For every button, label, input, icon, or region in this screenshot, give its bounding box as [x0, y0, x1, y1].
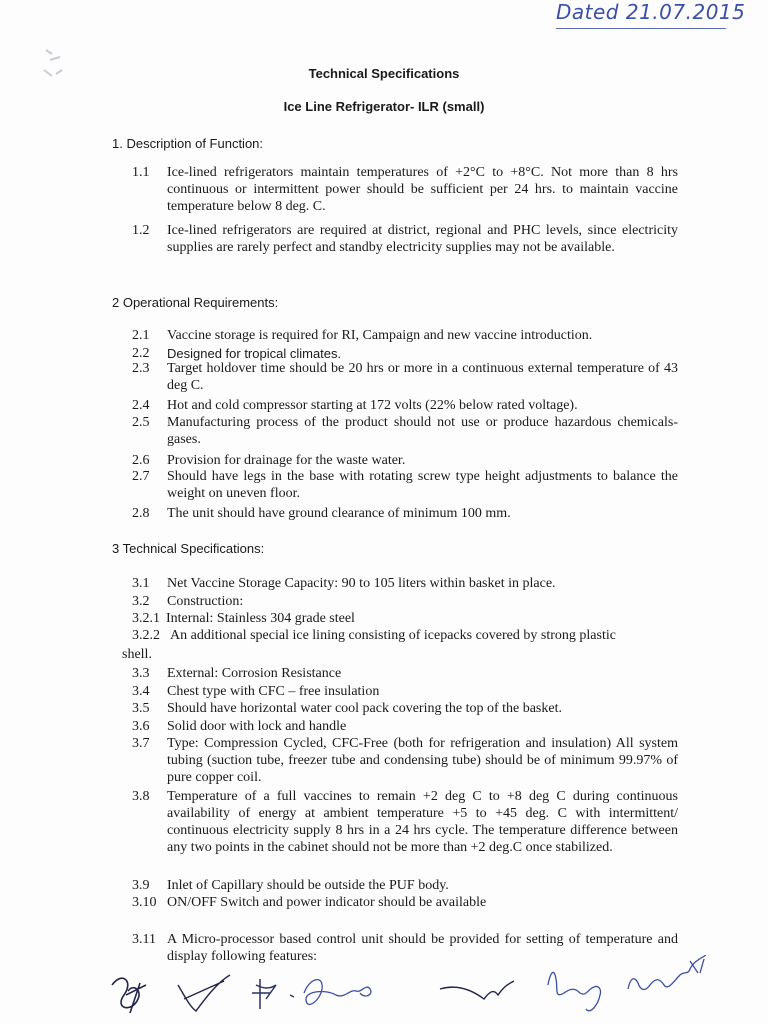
item-text: Chest type with CFC – free insulation: [167, 684, 380, 699]
item-number: 3.2: [132, 594, 150, 609]
item-number: 3.2.1: [132, 611, 160, 626]
item-number: 2.5: [132, 415, 150, 430]
item-number: 1.1: [132, 165, 150, 180]
signature-5: [440, 981, 514, 999]
dated-handwritten: Dated 21.07.2015: [556, 0, 746, 24]
item-text: Net Vaccine Storage Capacity: 90 to 105 liters within basket in place.: [167, 576, 556, 591]
item-text: Construction:: [167, 594, 244, 609]
item-text: An additional special ice lining consisting of icepacks covered by strong plastic: [170, 628, 616, 643]
item-text: Ice-lined refrigerators maintain temperatures of +2°C to +8°C. Not more than 8 hrs continuous or intermittent power should be sufficient per 24 hrs. to maintain vaccine temperature below 8 deg. C.: [167, 165, 678, 214]
item-number: 3.9: [132, 878, 150, 893]
item-text: Target holdover time should be 20 hrs or more in a continuous external temperature of 43 deg C.: [167, 361, 678, 393]
signature-2: [178, 975, 230, 1011]
document-subtitle: Ice Line Refrigerator- ILR (small): [283, 99, 485, 114]
dated-underline: [556, 28, 726, 29]
section-heading-1: 1. Description of Function:: [112, 136, 264, 151]
item-text: A Micro-processor based control unit should be provided for setting of temperature and display following features:: [167, 932, 678, 964]
signature-7: [628, 955, 706, 989]
item-number: 3.7: [132, 736, 150, 751]
signatures-row: [0, 955, 768, 1024]
item-text: Internal: Stainless 304 grade steel: [166, 611, 355, 626]
item-number: 2.1: [132, 328, 150, 343]
item-text: Temperature of a full vaccines to remain +2 deg C to +8 deg C during continuous availability of energy at ambient temperature +5 to +45 deg. C with intermittent/ continuous electricity supply 8 hrs in a 24 hrs cycle. The temperature difference between any two points in the cabinet should not be more than +2 deg.C once stabilized.: [167, 789, 678, 855]
item-number: 2.7: [132, 469, 150, 484]
item-3-2-2-continuation: shell.: [122, 647, 152, 662]
item-number: 3.4: [132, 684, 150, 699]
item-number: 3.6: [132, 719, 150, 734]
signature-6: [548, 972, 601, 1010]
signature-3: [252, 979, 294, 1009]
item-number: 1.2: [132, 223, 150, 238]
section-heading-3: 3 Technical Specifications:: [112, 541, 265, 556]
item-number: 2.3: [132, 361, 150, 376]
signature-4: [304, 980, 371, 1005]
item-number: 3.2.2: [132, 628, 160, 643]
item-number: 3.1: [132, 576, 150, 591]
item-text: Ice-lined refrigerators are required at district, regional and PHC levels, since electricity supplies are rarely perfect and standby electricity supplies may not be available.: [167, 223, 678, 255]
item-text: Manufacturing process of the product should not use or produce hazardous chemicals-gases.: [167, 415, 678, 447]
item-number: 2.4: [132, 398, 150, 413]
item-number: 2.6: [132, 453, 150, 468]
item-text: Type: Compression Cycled, CFC-Free (both for refrigeration and insulation) All system tubing (suction tube, freezer tube and condensing tube) should be of minimum 99.97% of pure copper coil.: [167, 736, 678, 785]
item-text: Hot and cold compressor starting at 172 volts (22% below rated voltage).: [167, 398, 578, 413]
item-text: Solid door with lock and handle: [167, 719, 347, 734]
item-text: ON/OFF Switch and power indicator should be available: [167, 895, 487, 910]
section-heading-2: 2 Operational Requirements:: [112, 295, 279, 310]
item-text: External: Corrosion Resistance: [167, 666, 342, 681]
item-number: 3.8: [132, 789, 150, 804]
item-number: 3.3: [132, 666, 150, 681]
item-text: Vaccine storage is required for RI, Campaign and new vaccine introduction.: [167, 328, 593, 343]
item-text: Should have legs in the base with rotating screw type height adjustments to balance the weight on uneven floor.: [167, 469, 678, 501]
item-text: Designed for tropical climates.: [167, 346, 342, 361]
item-number: 2.2: [132, 346, 150, 361]
document-title: Technical Specifications: [308, 66, 460, 81]
item-text: Provision for drainage for the waste water.: [167, 453, 406, 468]
item-text: Inlet of Capillary should be outside the PUF body.: [167, 878, 449, 893]
item-text: Should have horizontal water cool pack covering the top of the basket.: [167, 701, 562, 716]
item-number: 3.11: [132, 932, 156, 947]
item-number: 3.10: [132, 895, 157, 910]
stamp-mark-icon: [38, 40, 78, 90]
item-number: 3.5: [132, 701, 150, 716]
item-text: The unit should have ground clearance of minimum 100 mm.: [167, 506, 511, 521]
item-number: 2.8: [132, 506, 150, 521]
signature-1: [112, 978, 146, 1013]
